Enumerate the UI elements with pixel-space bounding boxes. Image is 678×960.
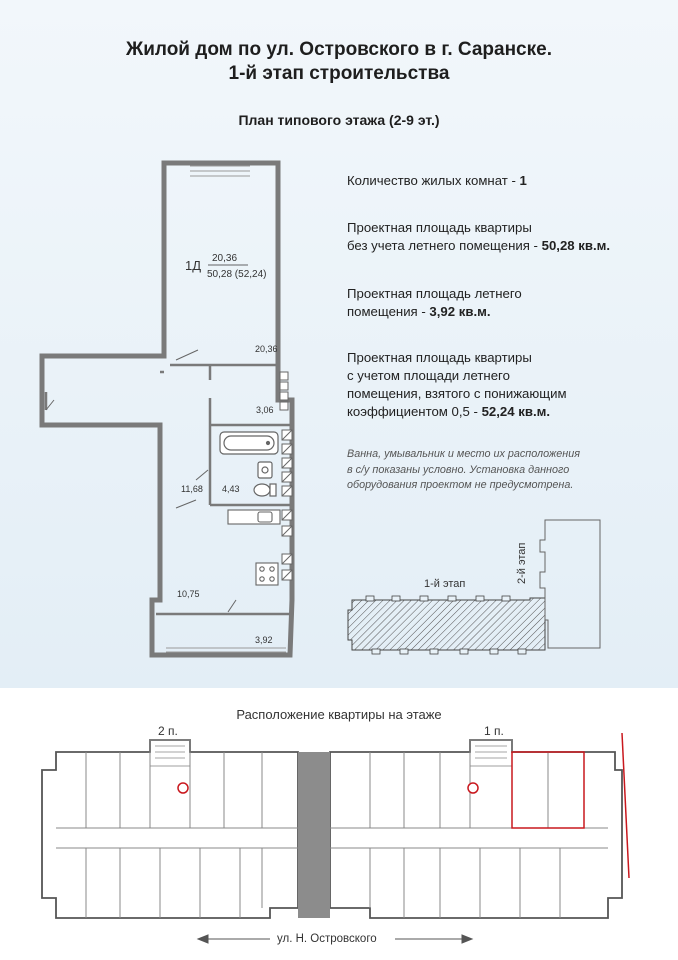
room-area-11-68: 11,68 bbox=[181, 484, 203, 494]
area-with-summer-line3: помещения, взятого с понижающим bbox=[347, 386, 567, 401]
site-plan-stage2 bbox=[540, 520, 600, 648]
area-with-summer-value: 52,24 кв.м. bbox=[481, 404, 551, 419]
area-with-summer-line2: с учетом площади летнего bbox=[347, 368, 510, 383]
summer-area-line1: Проектная площадь летнего bbox=[347, 286, 522, 301]
stage1-label: 1-й этап bbox=[424, 578, 466, 590]
section-line bbox=[622, 733, 629, 878]
plan-doors bbox=[46, 350, 236, 612]
room-area-3-92: 3,92 bbox=[255, 635, 273, 645]
living-area-label: 20,36 bbox=[212, 253, 238, 264]
area-no-summer-text: без учета летнего помещения - bbox=[347, 238, 542, 253]
area-with-summer-text: коэффициентом 0,5 - bbox=[347, 404, 482, 419]
total-area-label: 50,28 (52,24) bbox=[207, 269, 267, 280]
summer-area-text: помещения - bbox=[347, 304, 430, 319]
floor-plan bbox=[0, 688, 678, 960]
note-line2: в с/у показаны условно. Установка данного bbox=[347, 463, 570, 476]
plan-subtitle: План типового этажа (2-9 эт.) bbox=[238, 112, 440, 128]
room-area-4-43: 4,43 bbox=[222, 484, 240, 494]
sink bbox=[258, 462, 272, 478]
rooms-label: Количество жилых комнат - bbox=[347, 173, 520, 188]
note-line1: Ванна, умывальник и место их расположения bbox=[347, 448, 581, 460]
plan-inner-walls bbox=[46, 365, 290, 614]
floor-caption: Расположение квартиры на этаже bbox=[236, 707, 442, 722]
area-no-summer-line1: Проектная площадь квартиры bbox=[347, 220, 532, 235]
room-area-3-06: 3,06 bbox=[256, 405, 274, 415]
rooms-value: 1 bbox=[519, 173, 527, 188]
toilet bbox=[254, 484, 276, 496]
room-area-10-75: 10,75 bbox=[177, 589, 200, 599]
staircases bbox=[150, 740, 512, 766]
stair-core bbox=[298, 752, 330, 918]
area-no-summer-value: 50,28 кв.м. bbox=[541, 238, 611, 253]
floor-outline bbox=[42, 740, 622, 918]
site-plan-stage1 bbox=[348, 596, 545, 654]
entrance-1-label: 1 п. bbox=[484, 724, 504, 738]
street-label: ул. Н. Островского bbox=[277, 933, 377, 945]
apt-code-label: 1Д bbox=[185, 258, 202, 273]
floor-inner-walls bbox=[56, 752, 608, 918]
note-line3: оборудования проектом не предусмотрена. bbox=[347, 479, 574, 491]
bathtub bbox=[220, 432, 278, 454]
room-area-20-36: 20,36 bbox=[255, 344, 278, 354]
kitchen-counter bbox=[228, 510, 280, 585]
entrance-2-label: 2 п. bbox=[158, 724, 178, 738]
summer-area-value: 3,92 кв.м. bbox=[429, 304, 491, 319]
page-title-line1: Жилой дом по ул. Островского в г. Саранске. bbox=[126, 39, 552, 60]
plan-outer-walls bbox=[42, 163, 292, 655]
page-title-line2: 1-й этап строительства bbox=[228, 63, 450, 84]
stage2-label: 2-й этап bbox=[516, 542, 528, 584]
area-with-summer-line1: Проектная площадь квартиры bbox=[347, 350, 532, 365]
